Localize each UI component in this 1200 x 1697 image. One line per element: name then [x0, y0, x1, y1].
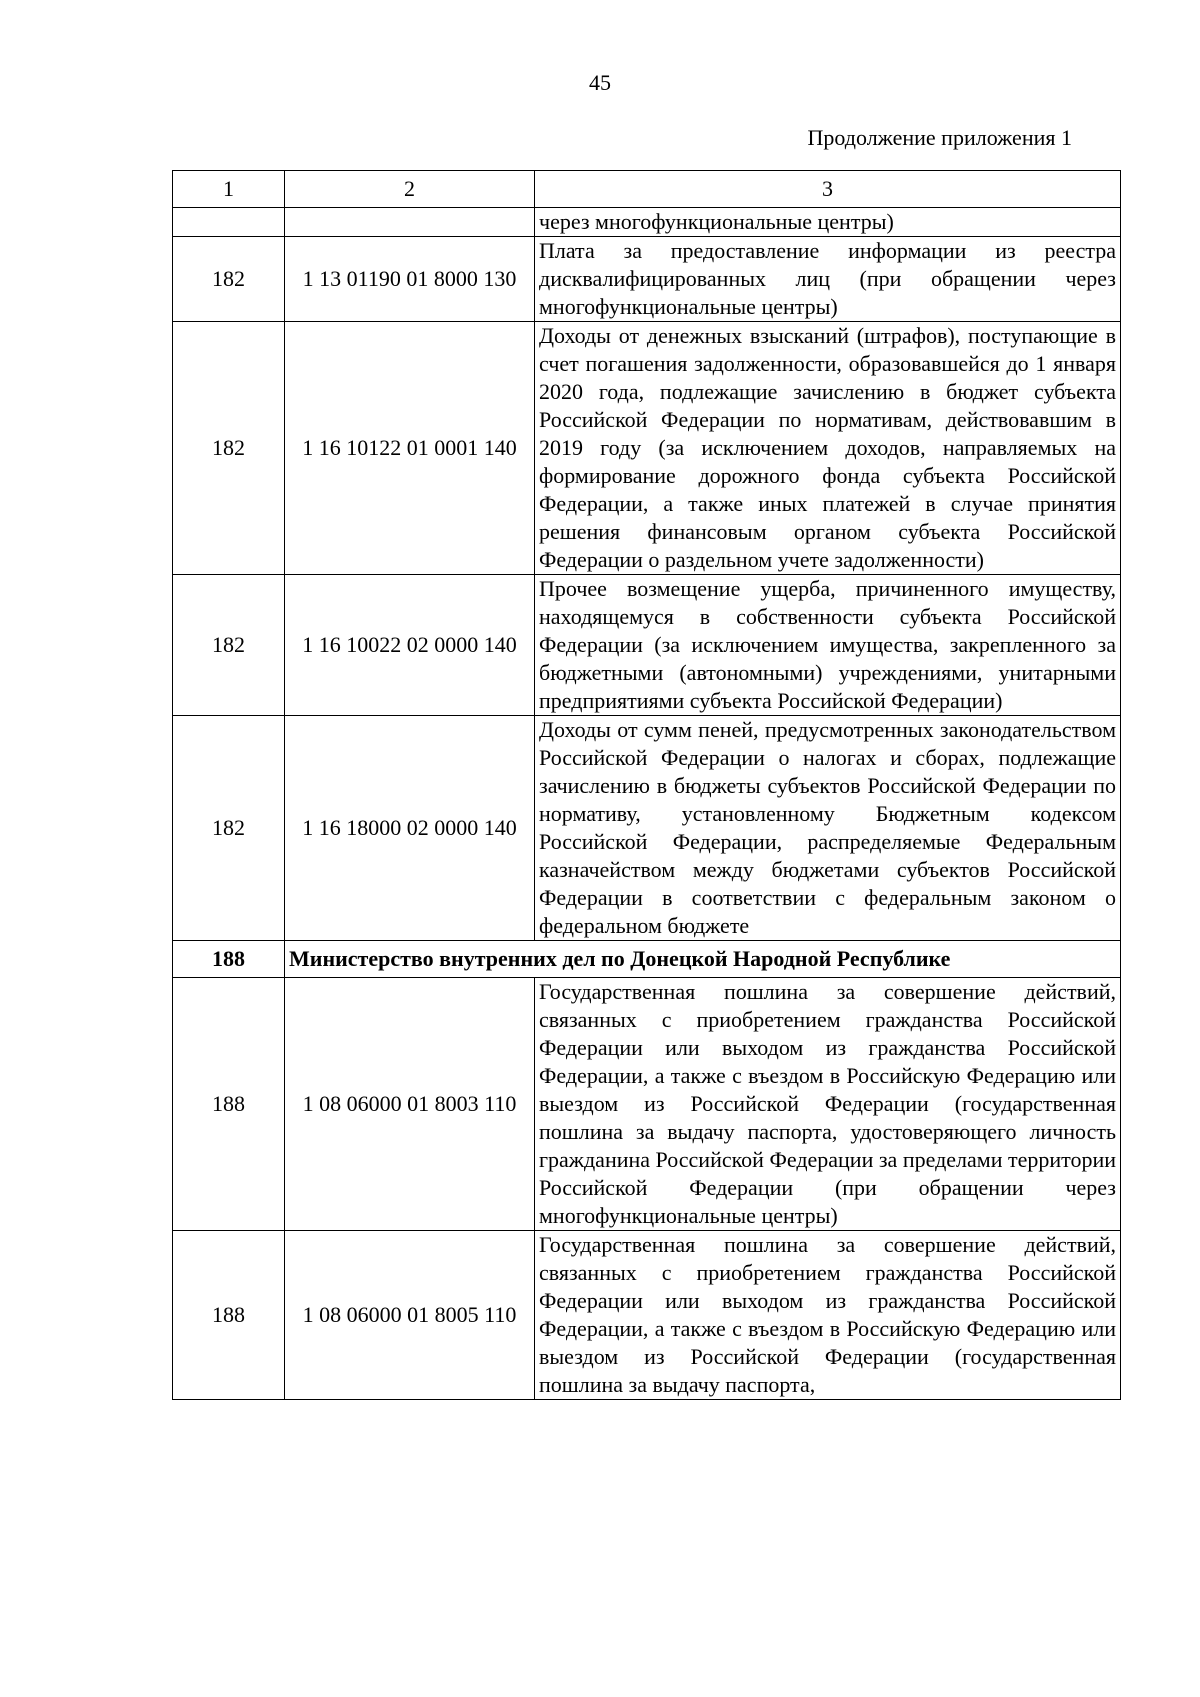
description-cell: Доходы от денежных взысканий (штрафов), поступающие в счет погашения задолженности, образовавшейся до 1 января 2020 года, подлежащие зачислению в бюджет субъекта Российской Федерации по нормативам, действовавшим в 2019 году (за исключением доходов, направляемых на формирование дорожного фонда субъекта Российской Федерации, а также иных платежей в случае принятия решения финансовым органом субъекта Российской Федерации о раздельном учете задолженности) — [535, 322, 1121, 575]
page-number: 45 — [589, 70, 611, 95]
header-col-3: 3 — [535, 171, 1121, 208]
budget-code-cell — [285, 208, 535, 237]
admin-code-cell — [173, 208, 285, 237]
table-row — [173, 716, 1121, 941]
header-col-2: 2 — [285, 171, 535, 208]
description-cell: Государственная пошлина за совершение действий, связанных с приобретением гражданства Российской Федерации или выходом из гражданства Российской Федерации, а также с въездом в Российскую Федерацию или выездом из Российской Федерации (государственная пошлина за выдачу паспорта, — [535, 1231, 1121, 1400]
admin-code-cell: 188 — [173, 1231, 285, 1400]
table-row — [173, 208, 1121, 237]
table-row — [173, 978, 1121, 1231]
description-cell: Плата за предоставление информации из реестра дисквалифицированных лиц (при обращении через многофункциональные центры) — [535, 237, 1121, 322]
table-row — [173, 237, 1121, 322]
budget-code-cell: 1 08 06000 01 8005 110 — [285, 1231, 535, 1400]
continuation-label: Продолжение приложения 1 — [807, 125, 1072, 150]
admin-code-cell: 182 — [173, 322, 285, 575]
admin-code-cell: 188 — [173, 978, 285, 1231]
budget-code-cell: 1 08 06000 01 8003 110 — [285, 978, 535, 1231]
header-col-1: 1 — [173, 171, 285, 208]
table-row — [173, 322, 1121, 575]
description-cell: Доходы от сумм пеней, предусмотренных законодательством Российской Федерации о налогах и сборах, подлежащие зачислению в бюджеты субъектов Российской Федерации по нормативу, установленному Бюджетным кодексом Российской Федерации, распределяемые Федеральным казначейством между бюджетами субъектов Российской Федерации в соответствии с федеральным законом о федеральном бюджете — [535, 716, 1121, 941]
table-row — [173, 1231, 1121, 1400]
admin-code-cell: 182 — [173, 237, 285, 322]
description-cell: через многофункциональные центры) — [535, 208, 1121, 237]
budget-code-cell: 1 16 10022 02 0000 140 — [285, 575, 535, 716]
admin-code-cell: 182 — [173, 716, 285, 941]
admin-code-cell: 182 — [173, 575, 285, 716]
budget-code-cell: 1 16 18000 02 0000 140 — [285, 716, 535, 941]
budget-code-cell: 1 16 10122 01 0001 140 — [285, 322, 535, 575]
description-cell: Прочее возмещение ущерба, причиненного имуществу, находящемуся в собственности субъекта Российской Федерации (за исключением имущества, закрепленного за бюджетными (автономными) учреждениями, унитарными предприятиями субъекта Российской Федерации) — [535, 575, 1121, 716]
table-header-row — [173, 171, 1121, 208]
table-row — [173, 575, 1121, 716]
section-title: Министерство внутренних дел по Донецкой Народной Республике — [285, 941, 1121, 978]
section-header-row — [173, 941, 1121, 978]
revenue-codes-table — [172, 170, 1121, 1400]
description-cell: Государственная пошлина за совершение действий, связанных с приобретением гражданства Российской Федерации или выходом из гражданства Российской Федерации, а также с въездом в Российскую Федерацию или выездом из Российской Федерации (государственная пошлина за выдачу паспорта, удостоверяющего личность гражданина Российской Федерации за пределами территории Российской Федерации (при обращении через многофункциональные центры) — [535, 978, 1121, 1231]
section-admin-code: 188 — [173, 941, 285, 978]
budget-code-cell: 1 13 01190 01 8000 130 — [285, 237, 535, 322]
